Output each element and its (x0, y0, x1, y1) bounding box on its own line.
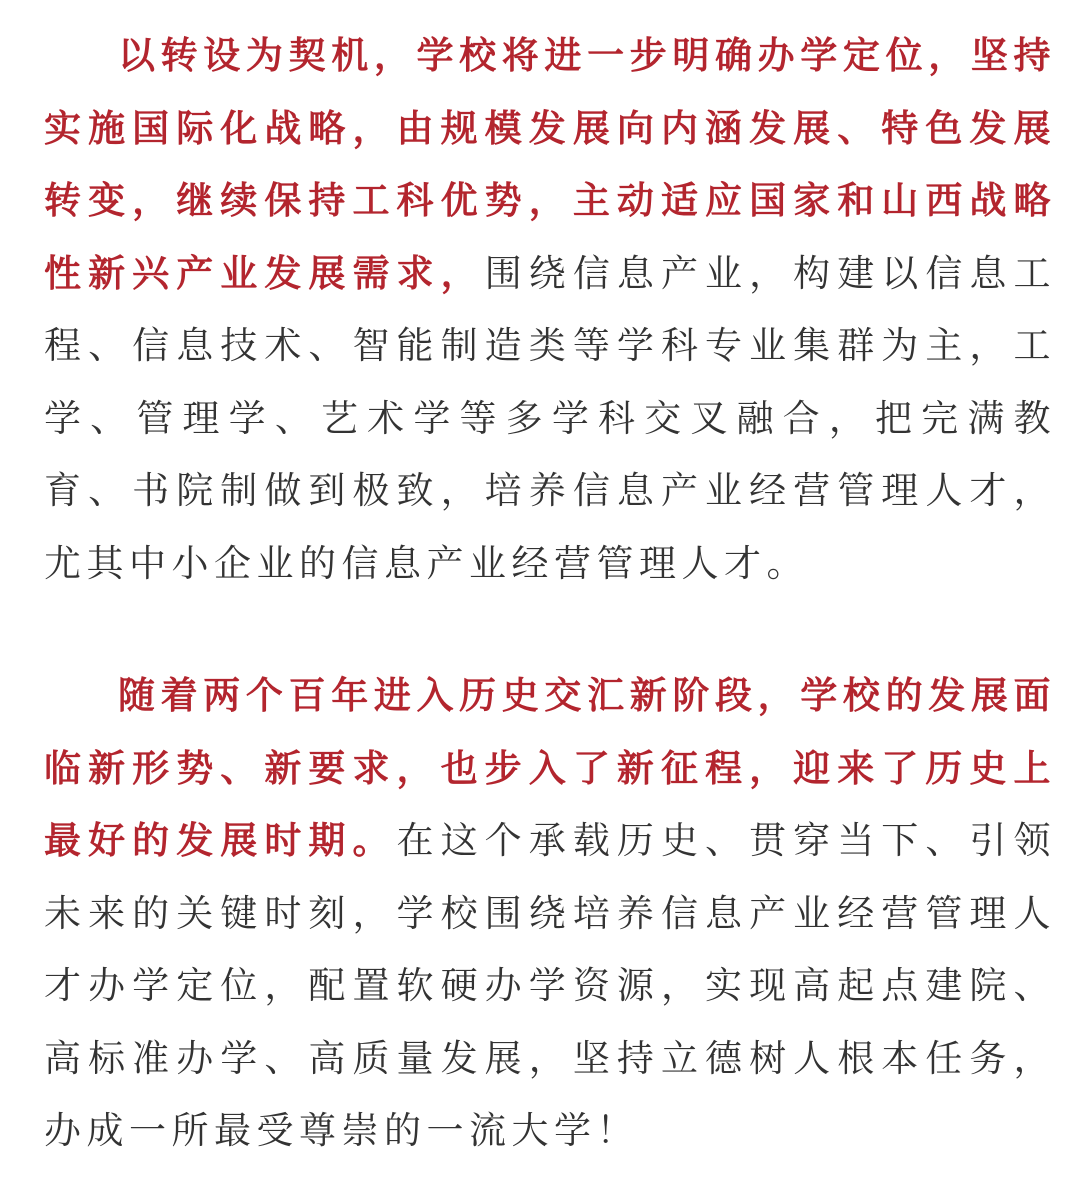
paragraph-2 (44, 660, 1056, 1168)
paragraph-1-body: 围绕信息产业，构建以信息工程、信息技术、智能制造类等学科专业集群为主，工学、管理学、艺术学等多学科交叉融合，把完满教育、书院制做到极致，培养信息产业经营管理人才，尤其中小企业的信息产业经营管理人才。 (44, 251, 1057, 585)
paragraph-1 (44, 20, 1056, 600)
paragraph-1-highlight: 以转设为契机，学校将进一步明确办学定位，坚持实施国际化战略，由规模发展向内涵发展、特色发展转变，继续保持工科优势，主动适应国家和山西战略性新兴产业发展需求， (44, 34, 1056, 295)
article-body (44, 20, 1056, 1168)
paragraph-2-body: 在这个承载历史、贯穿当下、引领未来的关键时刻，学校围绕培养信息产业经营管理人才办学定位，配置软硬办学资源，实现高起点建院、高标准办学、高质量发展，坚持立德树人根本任务，办成一所最受尊崇的一流大学！ (44, 819, 1057, 1152)
paragraph-2-highlight: 随着两个百年进入历史交汇新阶段，学校的发展面临新形势、新要求，也步入了新征程，迎来了历史上最好的发展时期。 (44, 674, 1056, 862)
